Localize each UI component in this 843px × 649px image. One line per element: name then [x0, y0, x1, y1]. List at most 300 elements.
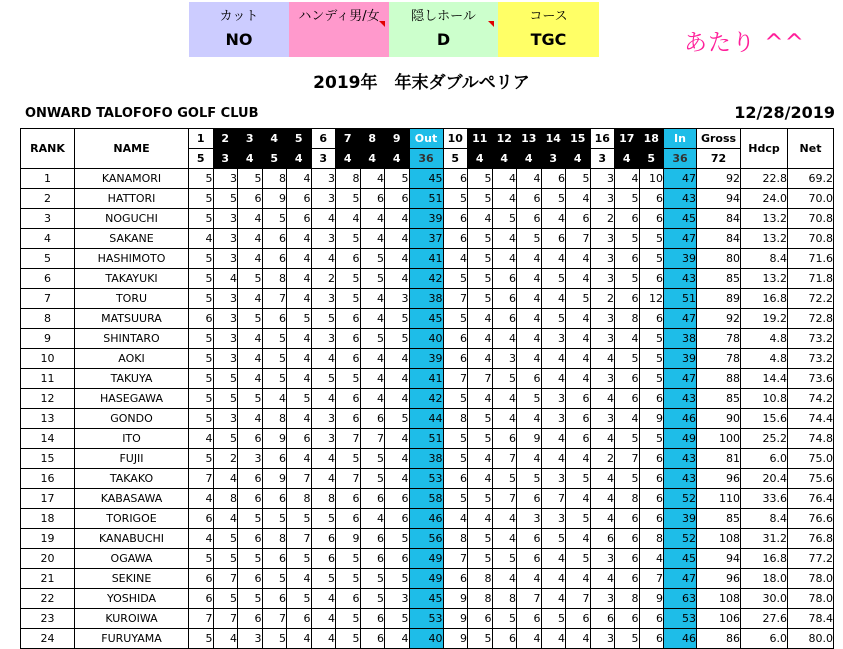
handicap: 30.0 [741, 589, 788, 609]
hole-score: 4 [468, 349, 493, 369]
hole-score: 4 [492, 329, 517, 349]
hole-score: 5 [385, 169, 410, 189]
player-rank: 17 [21, 489, 75, 509]
handicap: 16.8 [741, 549, 788, 569]
hole-score: 8 [615, 489, 640, 509]
out-total: 41 [409, 369, 443, 389]
hole-score: 4 [311, 249, 336, 269]
hole-score: 6 [615, 549, 640, 569]
hole-score: 3 [590, 249, 615, 269]
gross-score: 88 [697, 369, 741, 389]
hole-score: 4 [189, 489, 214, 509]
table-row [21, 329, 834, 349]
hole-score: 4 [287, 369, 312, 389]
player-name: FUJII [75, 449, 189, 469]
hole-score: 4 [541, 369, 566, 389]
gross-score: 78 [697, 349, 741, 369]
hole-score: 5 [189, 449, 214, 469]
player-name: SHINTARO [75, 329, 189, 349]
hole-score: 5 [213, 529, 238, 549]
hole-number: 14 [541, 129, 566, 149]
hole-score: 6 [336, 349, 361, 369]
hole-score: 4 [238, 229, 263, 249]
hole-score: 4 [213, 469, 238, 489]
hole-number: 3 [238, 129, 263, 149]
hole-score: 5 [213, 429, 238, 449]
hole-score: 4 [639, 549, 664, 569]
hole-score: 5 [262, 509, 287, 529]
hole-score: 5 [360, 569, 385, 589]
hole-score: 5 [189, 329, 214, 349]
hole-score: 5 [385, 609, 410, 629]
net-score: 78.0 [788, 589, 834, 609]
hole-score: 5 [443, 449, 468, 469]
hole-score: 4 [287, 569, 312, 589]
hole-score: 6 [238, 609, 263, 629]
hole-score: 6 [287, 189, 312, 209]
hole-score: 7 [492, 489, 517, 509]
hole-score: 5 [615, 629, 640, 649]
hole-score: 8 [262, 529, 287, 549]
hole-score: 5 [615, 229, 640, 249]
hole-score: 5 [492, 469, 517, 489]
hole-score: 5 [189, 369, 214, 389]
hole-score: 5 [443, 189, 468, 209]
hole-score: 5 [262, 209, 287, 229]
handicap: 18.0 [741, 569, 788, 589]
player-rank: 7 [21, 289, 75, 309]
hole-score: 7 [262, 289, 287, 309]
hole-score: 4 [213, 629, 238, 649]
hole-score: 8 [262, 409, 287, 429]
hole-score: 4 [517, 249, 542, 269]
hole-score: 9 [336, 529, 361, 549]
hole-score: 6 [311, 549, 336, 569]
hole-score: 8 [639, 529, 664, 549]
hole-score: 4 [287, 169, 312, 189]
hole-score: 5 [541, 269, 566, 289]
hole-score: 2 [590, 289, 615, 309]
out-total: 51 [409, 189, 443, 209]
table-row [21, 369, 834, 389]
hole-score: 6 [238, 489, 263, 509]
player-name: HASEGAWA [75, 389, 189, 409]
hole-score: 4 [287, 229, 312, 249]
net-score: 70.8 [788, 209, 834, 229]
table-row [21, 509, 834, 529]
hole-score: 6 [492, 289, 517, 309]
hole-number: 13 [517, 129, 542, 149]
hole-score: 4 [238, 369, 263, 389]
handicap: 10.8 [741, 389, 788, 409]
hole-score: 5 [287, 389, 312, 409]
table-row [21, 469, 834, 489]
hole-score: 6 [566, 609, 591, 629]
hole-score: 7 [443, 549, 468, 569]
in-total: 45 [664, 209, 697, 229]
table-row [21, 389, 834, 409]
hole-score: 4 [360, 369, 385, 389]
hole-score: 4 [541, 449, 566, 469]
hole-score: 4 [615, 169, 640, 189]
handicap: 8.4 [741, 249, 788, 269]
net-score: 78.0 [788, 569, 834, 589]
hole-score: 4 [517, 309, 542, 329]
hole-score: 10 [639, 169, 664, 189]
hole-score: 5 [639, 229, 664, 249]
hole-score: 4 [541, 629, 566, 649]
hole-score: 3 [541, 329, 566, 349]
table-row [21, 569, 834, 589]
player-name: TORU [75, 289, 189, 309]
hole-score: 3 [590, 309, 615, 329]
out-total: 45 [409, 589, 443, 609]
hole-score: 5 [468, 549, 493, 569]
hole-score: 4 [541, 249, 566, 269]
hole-score: 9 [262, 429, 287, 449]
hole-score: 6 [262, 489, 287, 509]
hole-score: 5 [213, 389, 238, 409]
hole-score: 6 [311, 529, 336, 549]
out-total: 46 [409, 509, 443, 529]
net-score: 70.8 [788, 229, 834, 249]
table-row [21, 229, 834, 249]
hole-score: 5 [541, 189, 566, 209]
gross-score: 110 [697, 489, 741, 509]
hole-score: 4 [541, 289, 566, 309]
table-row [21, 549, 834, 569]
hole-score: 5 [238, 309, 263, 329]
net-score: 74.8 [788, 429, 834, 449]
hole-score: 6 [615, 289, 640, 309]
in-total: 39 [664, 509, 697, 529]
hole-score: 6 [443, 569, 468, 589]
hole-score: 4 [566, 189, 591, 209]
net-score: 70.0 [788, 189, 834, 209]
hole-score: 7 [360, 429, 385, 449]
player-rank: 22 [21, 589, 75, 609]
hole-score: 6 [639, 189, 664, 209]
hole-score: 5 [189, 189, 214, 209]
hole-score: 6 [360, 189, 385, 209]
hole-score: 4 [468, 389, 493, 409]
par-gross: 72 [697, 149, 741, 169]
player-rank: 4 [21, 229, 75, 249]
hole-score: 4 [492, 569, 517, 589]
gross-score: 108 [697, 589, 741, 609]
hole-score: 4 [468, 329, 493, 349]
hole-score: 5 [238, 269, 263, 289]
hole-score: 6 [360, 549, 385, 569]
hole-score: 5 [189, 349, 214, 369]
hole-score: 5 [385, 529, 410, 549]
hole-score: 4 [385, 429, 410, 449]
hole-score: 5 [213, 589, 238, 609]
header-out: Out [409, 129, 443, 149]
in-total: 43 [664, 389, 697, 409]
hole-score: 4 [385, 469, 410, 489]
hole-par: 5 [443, 149, 468, 169]
gross-score: 84 [697, 209, 741, 229]
gross-score: 96 [697, 569, 741, 589]
hole-score: 3 [492, 349, 517, 369]
hole-score: 3 [385, 589, 410, 609]
player-name: TAKAKO [75, 469, 189, 489]
gross-score: 94 [697, 189, 741, 209]
hole-score: 4 [238, 209, 263, 229]
hole-score: 5 [492, 369, 517, 389]
gross-score: 108 [697, 529, 741, 549]
hole-score: 6 [615, 249, 640, 269]
hole-score: 3 [213, 169, 238, 189]
hole-score: 9 [443, 609, 468, 629]
hole-number: 17 [615, 129, 640, 149]
hole-score: 5 [517, 389, 542, 409]
hole-score: 7 [443, 369, 468, 389]
hole-par: 4 [517, 149, 542, 169]
hole-score: 3 [590, 229, 615, 249]
hole-score: 6 [517, 489, 542, 509]
hole-score: 3 [213, 329, 238, 349]
hole-score: 3 [590, 269, 615, 289]
hole-score: 5 [287, 309, 312, 329]
hole-score: 4 [590, 489, 615, 509]
in-total: 47 [664, 369, 697, 389]
hole-score: 5 [517, 469, 542, 489]
player-rank: 1 [21, 169, 75, 189]
out-total: 39 [409, 209, 443, 229]
player-rank: 3 [21, 209, 75, 229]
net-score: 74.4 [788, 409, 834, 429]
player-name: MATSUURA [75, 309, 189, 329]
hole-score: 6 [590, 609, 615, 629]
hole-number: 5 [287, 129, 312, 149]
hole-score: 4 [311, 209, 336, 229]
hole-score: 4 [566, 529, 591, 549]
hole-score: 7 [189, 469, 214, 489]
hole-score: 6 [262, 589, 287, 609]
hole-score: 6 [639, 209, 664, 229]
hole-score: 6 [336, 489, 361, 509]
hole-score: 6 [590, 529, 615, 549]
hole-score: 4 [492, 509, 517, 529]
hole-score: 2 [590, 449, 615, 469]
hole-score: 3 [590, 329, 615, 349]
net-score: 73.2 [788, 349, 834, 369]
player-rank: 18 [21, 509, 75, 529]
hole-score: 5 [468, 249, 493, 269]
hole-score: 6 [189, 509, 214, 529]
player-name: YOSHIDA [75, 589, 189, 609]
table-row [21, 349, 834, 369]
hole-score: 6 [238, 529, 263, 549]
hole-score: 4 [566, 569, 591, 589]
hole-score: 6 [639, 489, 664, 509]
hole-score: 6 [262, 449, 287, 469]
hole-score: 6 [541, 169, 566, 189]
hole-score: 3 [311, 429, 336, 449]
hole-score: 3 [311, 289, 336, 309]
hole-score: 4 [443, 509, 468, 529]
hole-score: 4 [213, 269, 238, 289]
player-name: TAKUYA [75, 369, 189, 389]
net-score: 78.4 [788, 609, 834, 629]
in-total: 39 [664, 249, 697, 269]
hole-score: 5 [336, 369, 361, 389]
out-total: 53 [409, 469, 443, 489]
player-name: ITO [75, 429, 189, 449]
out-total: 41 [409, 249, 443, 269]
hole-score: 5 [238, 549, 263, 569]
player-name: AOKI [75, 349, 189, 369]
hole-score: 4 [385, 449, 410, 469]
hole-score: 6 [517, 189, 542, 209]
in-total: 39 [664, 349, 697, 369]
player-name: SAKANE [75, 229, 189, 249]
hole-score: 5 [262, 369, 287, 389]
hole-score: 5 [639, 329, 664, 349]
hole-score: 5 [213, 549, 238, 569]
hole-score: 5 [336, 549, 361, 569]
hole-score: 7 [517, 589, 542, 609]
player-name: HASHIMOTO [75, 249, 189, 269]
hole-score: 5 [443, 489, 468, 509]
hole-score: 4 [385, 349, 410, 369]
hole-score: 6 [336, 409, 361, 429]
hole-score: 6 [639, 609, 664, 629]
table-row [21, 309, 834, 329]
hole-score: 4 [360, 229, 385, 249]
table-row [21, 449, 834, 469]
hole-score: 5 [336, 449, 361, 469]
hole-score: 7 [189, 609, 214, 629]
in-total: 43 [664, 189, 697, 209]
hole-score: 4 [238, 349, 263, 369]
hole-score: 4 [287, 449, 312, 469]
hole-score: 6 [360, 609, 385, 629]
comment-marker-icon [379, 21, 385, 27]
gross-score: 85 [697, 389, 741, 409]
hole-score: 5 [360, 589, 385, 609]
hole-score: 6 [336, 389, 361, 409]
hole-score: 9 [443, 629, 468, 649]
hole-score: 6 [541, 229, 566, 249]
hole-score: 5 [468, 409, 493, 429]
hole-par: 4 [385, 149, 410, 169]
hole-score: 4 [615, 409, 640, 429]
hole-score: 6 [639, 309, 664, 329]
hole-score: 5 [189, 629, 214, 649]
hole-score: 5 [443, 309, 468, 329]
net-score: 75.0 [788, 449, 834, 469]
hole-score: 5 [385, 569, 410, 589]
hole-par: 3 [590, 149, 615, 169]
hole-score: 8 [468, 589, 493, 609]
hole-score: 4 [566, 269, 591, 289]
hole-score: 7 [541, 489, 566, 509]
net-score: 74.2 [788, 389, 834, 409]
hole-score: 7 [566, 589, 591, 609]
hole-score: 4 [360, 349, 385, 369]
out-total: 49 [409, 569, 443, 589]
in-total: 38 [664, 329, 697, 349]
hole-score: 4 [468, 209, 493, 229]
hole-score: 9 [262, 189, 287, 209]
hole-par: 5 [639, 149, 664, 169]
hole-score: 4 [385, 269, 410, 289]
handicap: 13.2 [741, 229, 788, 249]
in-total: 43 [664, 469, 697, 489]
hole-score: 6 [615, 529, 640, 549]
hole-score: 9 [443, 589, 468, 609]
handicap: 27.6 [741, 609, 788, 629]
player-rank: 12 [21, 389, 75, 409]
gross-score: 89 [697, 289, 741, 309]
hole-score: 9 [262, 469, 287, 489]
table-row [21, 169, 834, 189]
hole-score: 8 [443, 529, 468, 549]
hole-score: 6 [262, 229, 287, 249]
net-score: 72.2 [788, 289, 834, 309]
hole-score: 7 [213, 569, 238, 589]
hole-score: 5 [262, 569, 287, 589]
hole-score: 4 [262, 389, 287, 409]
player-name: SEKINE [75, 569, 189, 589]
net-score: 73.2 [788, 329, 834, 349]
hole-score: 6 [336, 329, 361, 349]
hole-score: 5 [468, 429, 493, 449]
hole-score: 5 [189, 209, 214, 229]
hole-score: 6 [517, 549, 542, 569]
out-total: 56 [409, 529, 443, 549]
hole-score: 5 [468, 169, 493, 189]
out-total: 53 [409, 609, 443, 629]
hole-score: 4 [311, 389, 336, 409]
par-out: 36 [409, 149, 443, 169]
hole-score: 6 [287, 609, 312, 629]
hole-score: 7 [443, 289, 468, 309]
gross-score: 92 [697, 169, 741, 189]
player-rank: 11 [21, 369, 75, 389]
hole-score: 3 [311, 409, 336, 429]
hole-score: 4 [517, 349, 542, 369]
setting-cut-value: NO [225, 30, 253, 49]
table-row [21, 249, 834, 269]
hole-score: 5 [468, 269, 493, 289]
in-total: 53 [664, 609, 697, 629]
player-rank: 8 [21, 309, 75, 329]
hole-score: 4 [189, 529, 214, 549]
net-score: 71.6 [788, 249, 834, 269]
hole-score: 5 [336, 189, 361, 209]
hole-par: 4 [360, 149, 385, 169]
hole-score: 6 [443, 229, 468, 249]
hole-score: 6 [238, 469, 263, 489]
player-name: TAKAYUKI [75, 269, 189, 289]
player-rank: 16 [21, 469, 75, 489]
hole-score: 6 [443, 349, 468, 369]
hole-score: 5 [566, 469, 591, 489]
hole-score: 6 [238, 429, 263, 449]
hole-score: 6 [385, 549, 410, 569]
hole-number: 18 [639, 129, 664, 149]
hole-score: 6 [639, 449, 664, 469]
player-rank: 14 [21, 429, 75, 449]
hole-score: 3 [590, 189, 615, 209]
in-total: 43 [664, 269, 697, 289]
net-score: 76.4 [788, 489, 834, 509]
hole-score: 5 [287, 549, 312, 569]
